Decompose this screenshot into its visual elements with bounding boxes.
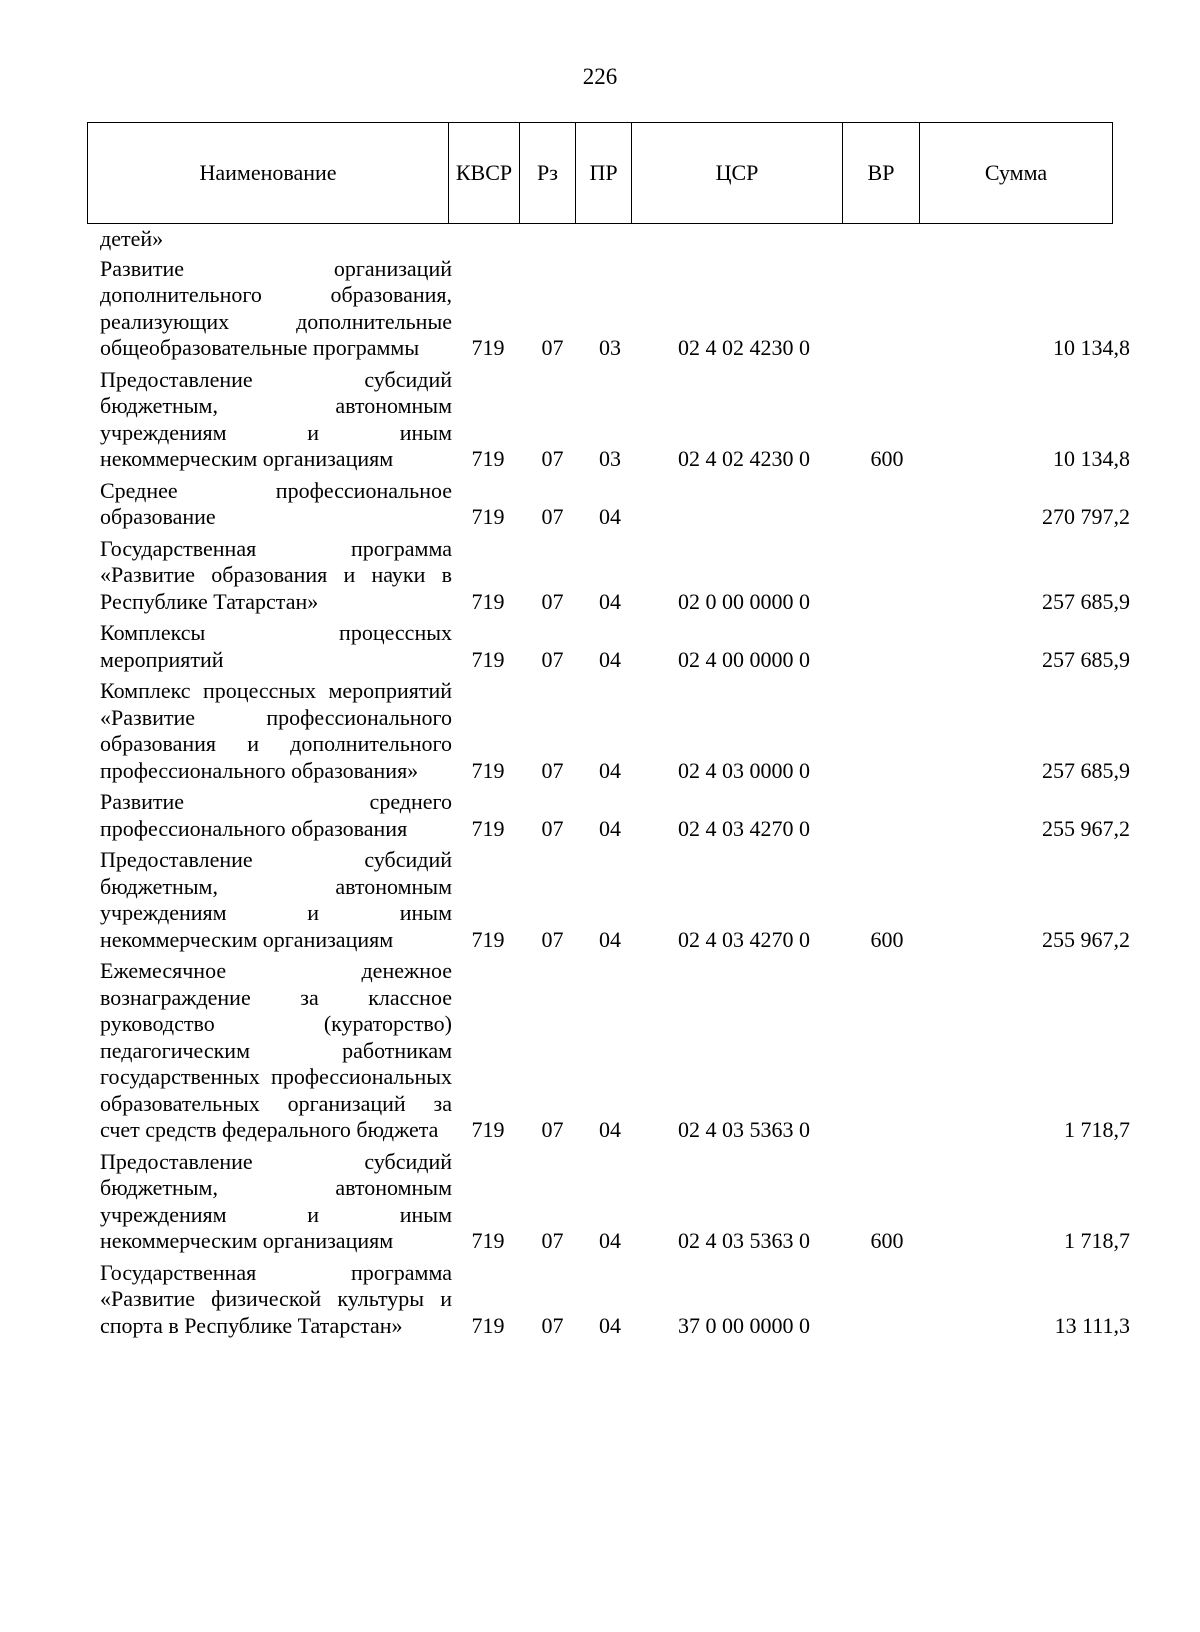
row-rz: 07: [541, 446, 564, 471]
row-vr: 600: [870, 446, 904, 471]
row-rz: 07: [541, 815, 564, 841]
row-sum: 10 134,8: [1053, 335, 1130, 360]
row-name: Комплексы процессных мероприятий: [100, 620, 452, 672]
table-row: [100, 536, 1130, 616]
table-row: [100, 1260, 1130, 1340]
row-sum: 270 797,2: [1042, 504, 1130, 529]
row-sum: 255 967,2: [1042, 815, 1130, 841]
row-rz: 07: [541, 1312, 564, 1338]
row-name: Предоставление субсидий бюджетным, автономным учреждениям и иным некоммерческим организациям: [100, 847, 452, 952]
row-csr: 02 4 03 5363 0: [678, 1228, 810, 1253]
table-row: [100, 367, 1130, 473]
row-csr: 37 0 00 0000 0: [678, 1312, 810, 1338]
row-csr: 02 0 00 0000 0: [678, 588, 810, 614]
row-csr: 02 4 03 4270 0: [678, 815, 810, 841]
row-csr: 02 4 00 0000 0: [678, 646, 810, 672]
row-pr: 03: [599, 446, 621, 471]
row-name: Предоставление субсидий бюджетным, автономным учреждениям и иным некоммерческим организациям: [100, 366, 452, 471]
row-name: Государственная программа «Развитие образования и науки в Республике Татарстан»: [100, 535, 452, 614]
row-vr: 600: [870, 1228, 904, 1253]
row-pr: 04: [599, 1228, 621, 1253]
row-name: Среднее профессиональное образование: [100, 477, 452, 529]
row-rz: 07: [541, 504, 564, 529]
header-vr: ВР: [843, 123, 920, 224]
table-header: [87, 122, 1113, 224]
row-pr: 04: [599, 815, 621, 841]
row-name: Комплекс процессных мероприятий «Развитие профессионального образования и дополнительного профессионального образования»: [100, 678, 452, 783]
table-row: [100, 678, 1130, 784]
row-pr: 04: [599, 926, 621, 952]
table-row: [100, 478, 1130, 531]
row-name: Ежемесячное денежное вознаграждение за классное руководство (кураторство) педагогическим работникам государственных профессиональных образовательных организаций за счет средств федерального бюджета: [100, 958, 452, 1142]
row-sum: 1 718,7: [1064, 1228, 1130, 1253]
row-name: Развитие организаций дополнительного образования, реализующих дополнительные общеобразовательные программы: [100, 255, 452, 360]
row-kvsr: 719: [471, 588, 505, 614]
header-pr: ПР: [576, 123, 632, 224]
row-rz: 07: [541, 646, 564, 672]
header-kvsr: КВСР: [449, 123, 520, 224]
row-name: детей»: [100, 226, 164, 251]
table-row: [100, 256, 1130, 362]
page-number: 226: [582, 64, 618, 89]
row-pr: 04: [599, 646, 621, 672]
row-rz: 07: [541, 335, 564, 360]
row-pr: 04: [599, 1312, 621, 1338]
row-kvsr: 719: [471, 335, 505, 360]
row-kvsr: 719: [471, 1312, 505, 1338]
row-csr: 02 4 03 4270 0: [678, 926, 810, 952]
row-kvsr: 719: [471, 926, 505, 952]
row-name: Государственная программа «Развитие физической культуры и спорта в Республике Татарстан»: [100, 1259, 452, 1338]
row-kvsr: 719: [471, 504, 505, 529]
table-row: [100, 958, 1130, 1144]
row-pr: 03: [599, 335, 621, 360]
row-vr: 600: [870, 926, 904, 952]
row-sum: 255 967,2: [1042, 926, 1130, 952]
row-csr: 02 4 02 4230 0: [678, 335, 810, 360]
row-kvsr: 719: [471, 815, 505, 841]
row-kvsr: 719: [471, 646, 505, 672]
row-rz: 07: [541, 588, 564, 614]
row-sum: 1 718,7: [1064, 1117, 1130, 1142]
header-sum: Сумма: [920, 123, 1113, 224]
header-name: Наименование: [88, 123, 449, 224]
row-rz: 07: [541, 1228, 564, 1253]
table-row: [100, 789, 1130, 842]
row-sum: 10 134,8: [1053, 446, 1130, 471]
row-pr: 04: [599, 1117, 621, 1142]
table-row: [100, 847, 1130, 953]
row-name: Предоставление субсидий бюджетным, автономным учреждениям и иным некоммерческим организациям: [100, 1148, 452, 1253]
table-row: [100, 620, 1130, 673]
row-rz: 07: [541, 926, 564, 952]
row-pr: 04: [599, 588, 621, 614]
row-sum: 13 111,3: [1054, 1312, 1130, 1338]
row-pr: 04: [599, 757, 621, 783]
row-kvsr: 719: [471, 757, 505, 783]
table-row: [100, 226, 1130, 253]
row-name: Развитие среднего профессионального образования: [100, 789, 452, 841]
header-csr: ЦСР: [632, 123, 843, 224]
row-csr: 02 4 03 0000 0: [678, 757, 810, 783]
row-kvsr: 719: [471, 1228, 505, 1253]
row-pr: 04: [599, 504, 621, 529]
row-kvsr: 719: [471, 1117, 505, 1142]
table-body: [100, 226, 1130, 1344]
header-rz: Рз: [520, 123, 576, 224]
row-sum: 257 685,9: [1042, 646, 1130, 672]
row-rz: 07: [541, 1117, 564, 1142]
row-sum: 257 685,9: [1042, 588, 1130, 614]
row-sum: 257 685,9: [1042, 757, 1130, 783]
row-kvsr: 719: [471, 446, 505, 471]
row-rz: 07: [541, 757, 564, 783]
row-csr: 02 4 02 4230 0: [678, 446, 810, 471]
row-csr: 02 4 03 5363 0: [678, 1117, 810, 1142]
table-row: [100, 1149, 1130, 1255]
